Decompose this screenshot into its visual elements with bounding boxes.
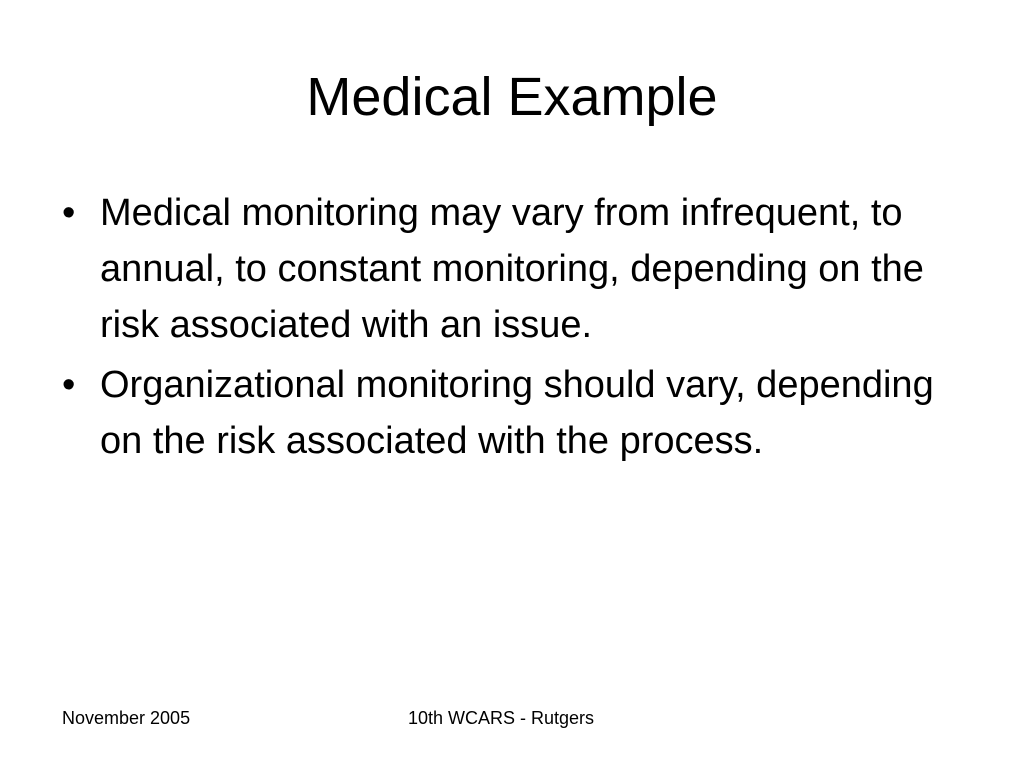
bullet-icon: • <box>62 192 76 234</box>
slide-title: Medical Example <box>306 67 718 127</box>
bullet-icon: • <box>62 364 76 406</box>
bullet-text: Organizational monitoring should vary, depending on the risk associated with the process. <box>100 364 934 462</box>
footer-date: November 2005 <box>62 708 191 728</box>
bullet-text: Medical monitoring may vary from infrequent, to annual, to constant monitoring, depending on the risk associated with an issue. <box>100 192 924 346</box>
bullet-item <box>56 185 956 353</box>
footer-event: 10th WCARS - Rutgers <box>408 708 595 728</box>
bullet-item <box>56 357 956 469</box>
bullet-list <box>56 185 956 473</box>
